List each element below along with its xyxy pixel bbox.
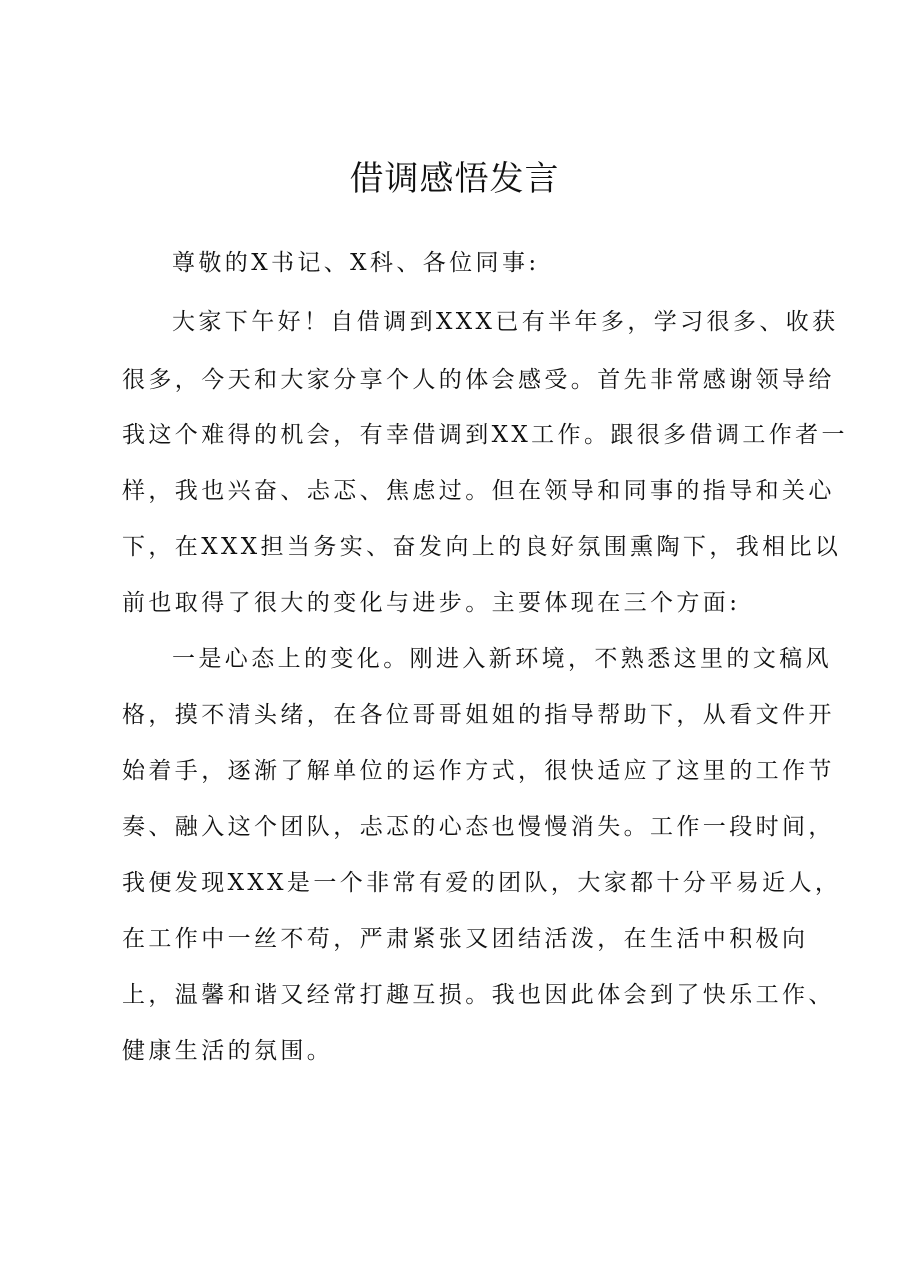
document-title: 借调感悟发言 (349, 159, 560, 199)
body-line: 大家下午好！自借调到XXX已有半年多，学习很多、收获 (172, 309, 839, 335)
body-line: 样，我也兴奋、忐忑、焦虑过。但在领导和同事的指导和关心 (122, 478, 835, 504)
body-line: 格，摸不清头绪，在各位哥哥姐姐的指导帮助下，从看文件开 (122, 702, 835, 728)
body-line: 我便发现XXX是一个非常有爱的团队，大家都十分平易近人， (122, 870, 842, 896)
salutation-line: 尊敬的X书记、X科、各位同事: (172, 250, 540, 276)
body-line: 一是心态上的变化。刚进入新环境，不熟悉这里的文稿风 (172, 646, 832, 672)
body-line: 始着手，逐渐了解单位的运作方式，很快适应了这里的工作节 (122, 758, 835, 784)
body-line: 很多，今天和大家分享个人的体会感受。首先非常感谢领导给 (122, 367, 835, 393)
body-line: 我这个难得的机会，有幸借调到XX工作。跟很多借调工作者一 (122, 422, 848, 448)
body-line: 在工作中一丝不苟，严肃紧张又团结活泼，在生活中积极向 (122, 926, 809, 952)
body-line: 健康生活的氛围。 (122, 1038, 334, 1064)
body-line: 奏、融入这个团队，忐忑的心态也慢慢消失。工作一段时间， (122, 814, 835, 840)
body-line: 下，在XXX担当务实、奋发向上的良好氛围熏陶下，我相比以 (122, 534, 842, 560)
body-line: 前也取得了很大的变化与进步。主要体现在三个方面: (122, 590, 741, 616)
body-line: 上，温馨和谐又经常打趣互损。我也因此体会到了快乐工作、 (122, 982, 835, 1008)
